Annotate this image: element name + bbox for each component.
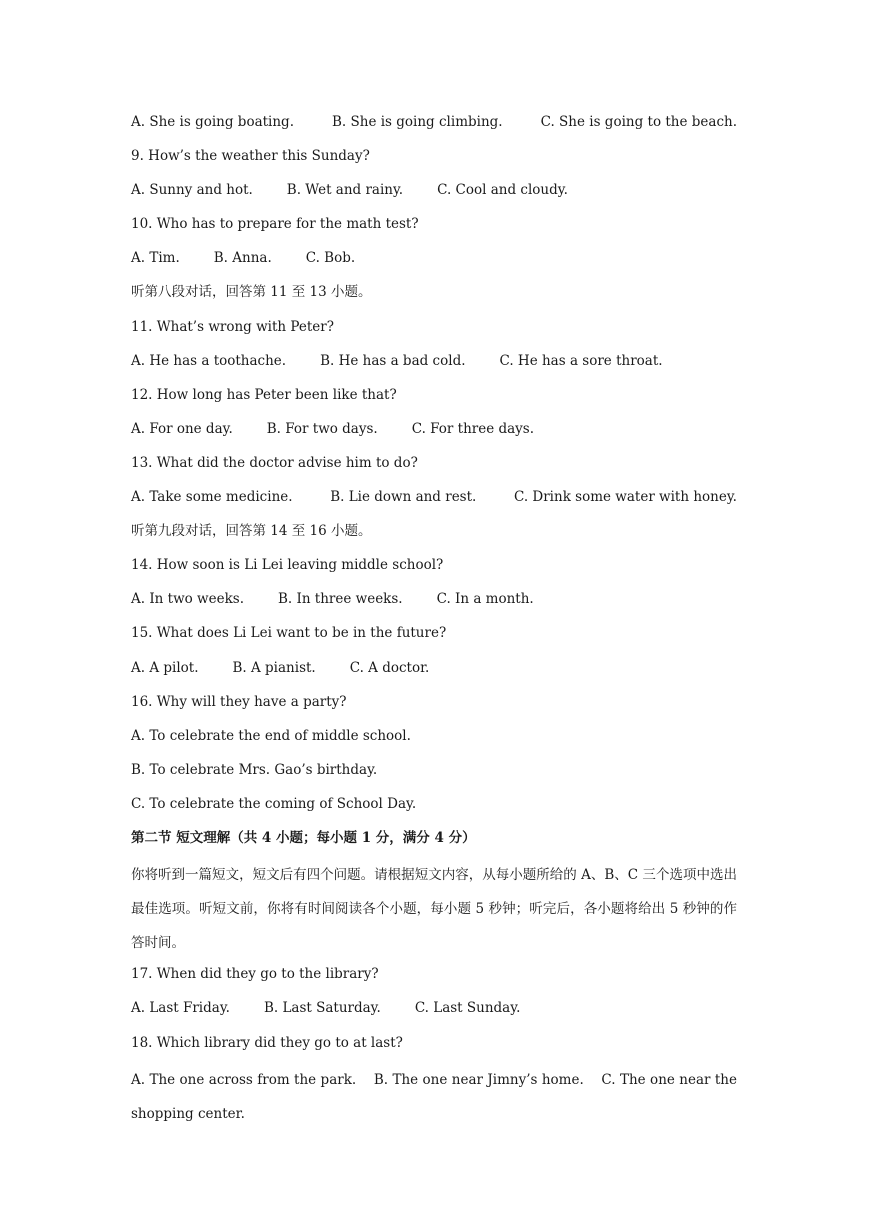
option-a: A. For one day. (131, 420, 233, 437)
options-row-q8 (131, 108, 737, 142)
option-a: A. In two weeks. (131, 591, 244, 608)
option-b: B. Anna. (213, 250, 272, 267)
options-row-q13 (131, 483, 737, 517)
dialogue-9-instruction: 听第九段对话，回答第 14 至 16 小题。 (131, 523, 372, 540)
question-17: 17. When did they go to the library? (131, 966, 379, 983)
option-a: A. To celebrate the end of middle school. (131, 727, 411, 744)
question-15: 15. What does Li Lei want to be in the future? (131, 625, 447, 642)
option-c: C. In a month. (436, 591, 534, 608)
question-10: 10. Who has to prepare for the math test? (131, 216, 419, 233)
options-row-q14 (131, 585, 737, 619)
options-row-q10 (131, 244, 737, 278)
option-a: A. Last Friday. (131, 1000, 230, 1017)
option-c: C. Drink some water with honey. (513, 489, 737, 506)
question-13: 13. What did the doctor advise him to do? (131, 454, 418, 471)
option-c: C. To celebrate the coming of School Day. (131, 795, 417, 812)
option-b: B. He has a bad cold. (320, 352, 466, 369)
question-11: 11. What’s wrong with Peter? (131, 318, 334, 335)
option-c: C. He has a sore throat. (499, 352, 663, 369)
question-12: 12. How long has Peter been like that? (131, 386, 397, 403)
options-row-q18: A. The one across from the park. B. The one near Jimny’s home. C. The one near the shopping center. (131, 1071, 742, 1122)
option-b: B. A pianist. (232, 659, 316, 676)
question-14: 14. How soon is Li Lei leaving middle school? (131, 557, 444, 574)
option-c: C. For three days. (411, 420, 535, 437)
options-row-q17 (131, 994, 737, 1028)
question-9: 9. How’s the weather this Sunday? (131, 148, 370, 165)
option-a: A. Take some medicine. (131, 489, 293, 506)
option-a: A. Tim. (131, 250, 180, 267)
option-b: B. Wet and rainy. (286, 182, 404, 199)
question-16: 16. Why will they have a party? (131, 693, 347, 710)
section-2-heading: 第二节 短文理解（共 4 小题；每小题 1 分，满分 4 分） (131, 829, 476, 846)
dialogue-8-instruction: 听第八段对话，回答第 11 至 13 小题。 (131, 284, 372, 301)
option-b: B. For two days. (266, 420, 378, 437)
option-b: B. In three weeks. (277, 591, 403, 608)
option-c: C. Last Sunday. (414, 1000, 521, 1017)
option-b: B. She is going climbing. (332, 114, 503, 130)
option-c: C. Bob. (305, 250, 356, 267)
option-b: B. To celebrate Mrs. Gao’s birthday. (131, 761, 378, 778)
option-a: A. A pilot. (131, 659, 199, 676)
option-c: C. She is going to the beach. (540, 114, 737, 130)
options-row-q15 (131, 654, 737, 688)
options-row-q11 (131, 347, 737, 381)
options-row-q9 (131, 176, 737, 210)
option-c: C. Cool and cloudy. (437, 182, 568, 199)
option-a: A. He has a toothache. (131, 352, 287, 369)
option-a: A. Sunny and hot. (131, 182, 253, 199)
exam-page (131, 108, 742, 1131)
section-2-instructions: 你将听到一篇短文，短文后有四个问题。请根据短文内容，从每小题所给的 A、B、C 三个选项中选出最佳选项。听短文前，你将有时间阅读各个小题，每小题 5 秒钟；听完后，各小题将给出 5 秒钟的作答时间。 (131, 867, 737, 952)
option-b: B. Last Saturday. (263, 1000, 381, 1017)
option-b: B. Lie down and rest. (330, 489, 477, 506)
options-row-q12 (131, 415, 737, 449)
option-c: C. A doctor. (349, 659, 430, 676)
option-a: A. She is going boating. (131, 114, 294, 130)
question-18: 18. Which library did they go to at last? (131, 1034, 403, 1051)
